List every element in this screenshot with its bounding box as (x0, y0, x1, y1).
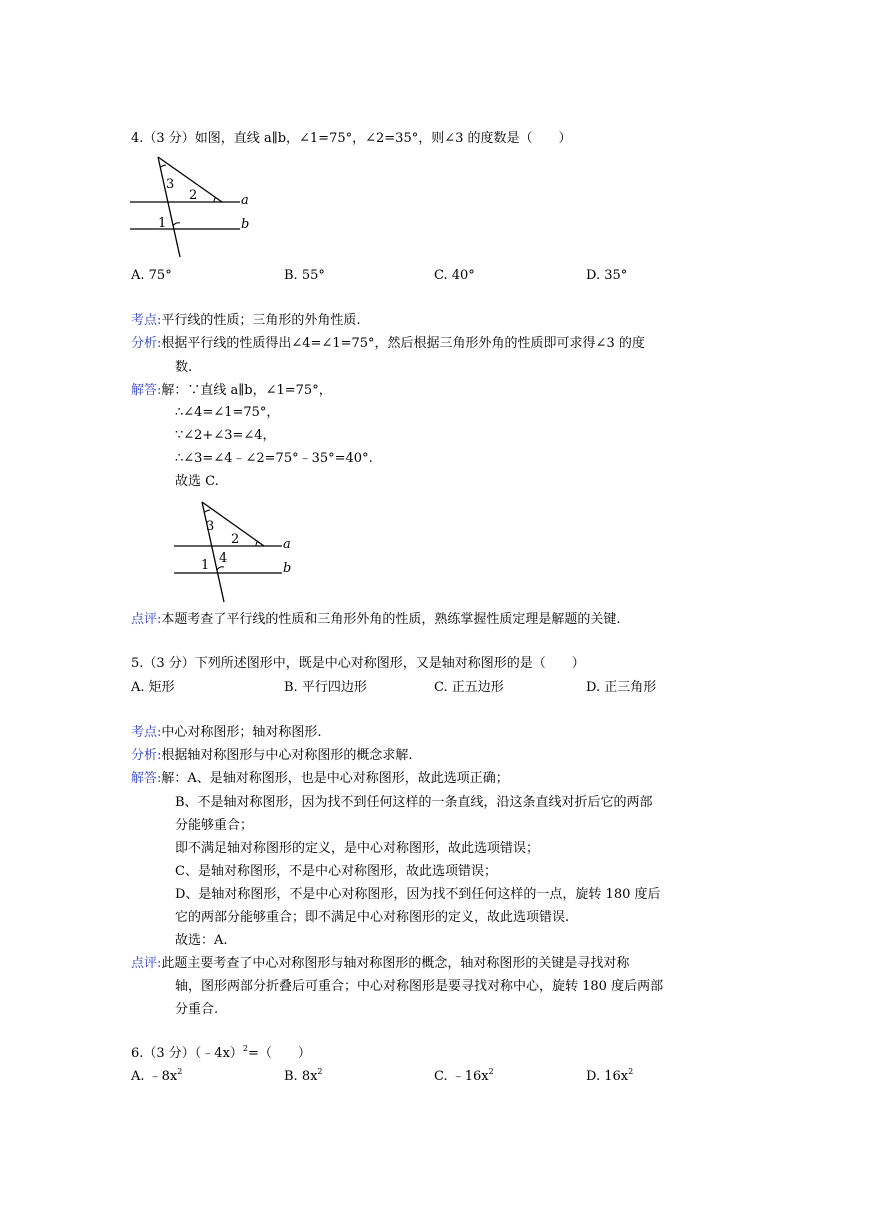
q4-fenxi-line-2: 数. (175, 360, 193, 375)
q4-jieda (131, 382, 332, 400)
q4-jieda-line-4: ∴∠3=∠4﹣∠2=75°﹣35°=40°. (175, 451, 373, 466)
q6-option-c-text: C. ﹣16x (434, 1069, 489, 1084)
q4-option-c[interactable]: C. 40° (434, 268, 475, 283)
q4-option-d[interactable]: D. 35° (586, 268, 628, 283)
q4-dianping (131, 611, 621, 629)
q4-sol-fig-label-2: 2 (231, 532, 240, 547)
q6-option-b-text: B. 8x (284, 1069, 318, 1084)
q6-option-c[interactable] (434, 1068, 494, 1086)
q4-fenxi-line-1: 根据平行线的性质得出∠4=∠1=75°，然后根据三角形外角的性质即可求得∠3 的度 (161, 336, 645, 351)
q6-option-d-exp: 2 (628, 1067, 634, 1076)
q4-sol-fig-label-4: 4 (219, 551, 228, 566)
q4-kaodian-label: 考点: (131, 313, 162, 328)
q4-dianping-text: 本题考查了平行线的性质和三角形外角的性质，熟练掌握性质定理是解题的关键. (161, 612, 621, 627)
q5-dianping-label: 点评: (131, 956, 162, 971)
q6-option-b-exp: 2 (317, 1067, 323, 1076)
q5-stem: 5.（3 分）下列所述图形中，既是中心对称图形，又是轴对称图形的是（ ） (131, 656, 585, 671)
q5-jieda-line-4: 即不满足轴对称图形的定义，是中心对称图形，故此选项错误； (175, 841, 540, 856)
q6-stem-base: 6.（3 分）（﹣4x） (131, 1046, 243, 1061)
q4-dianping-label: 点评: (131, 612, 162, 627)
q5-options (131, 679, 751, 697)
q4-jieda-line-3: ∵∠2+∠3=∠4， (175, 428, 276, 443)
q4-jieda-line-2: ∴∠4=∠1=75°， (175, 405, 280, 420)
q5-jieda-line-8: 故选：A. (175, 933, 228, 948)
q4-fenxi (131, 335, 645, 353)
q5-option-a[interactable]: A. 矩形 (131, 680, 175, 695)
q6-option-d-text: D. 16x (586, 1069, 629, 1084)
q4-solution-figure (172, 500, 296, 604)
q6-stem-tail: =（ ） (248, 1046, 311, 1061)
q5-fenxi (131, 747, 413, 765)
q5-kaodian-label: 考点: (131, 725, 162, 740)
q4-option-b[interactable]: B. 55° (284, 268, 325, 283)
q6-option-a[interactable] (131, 1068, 182, 1086)
q5-dianping-line-2: 轴，图形两部分折叠后可重合；中心对称图形是要寻找对称中心，旋转 180 度后两部 (175, 979, 664, 994)
q5-fenxi-text: 根据轴对称图形与中心对称图形的概念求解. (161, 748, 413, 763)
q5-kaodian (131, 724, 322, 742)
q5-jieda-label: 解答: (131, 771, 162, 786)
q4-jieda-line-1: 解：∵直线 a∥b，∠1=75°， (161, 383, 332, 398)
q5-fenxi-label: 分析: (131, 748, 162, 763)
q6-options (131, 1068, 751, 1086)
q5-dianping (131, 955, 629, 973)
q4-kaodian-text: 平行线的性质；三角形的外角性质. (161, 313, 361, 328)
q4-fig-label-3: 3 (166, 177, 175, 192)
q6-option-a-exp: 2 (177, 1067, 183, 1076)
q4-kaodian (131, 312, 361, 330)
q4-fig-label-1: 1 (158, 216, 167, 231)
q4-fig-label-b: b (241, 217, 250, 232)
q4-fig-label-2: 2 (189, 188, 198, 203)
q5-jieda-line-3: 分能够重合； (175, 818, 254, 833)
q5-jieda-line-6: D、是轴对称图形，不是中心对称图形，因为找不到任何这样的一点，旋转 180 度后 (175, 887, 661, 902)
q5-option-b[interactable]: B. 平行四边形 (284, 680, 367, 695)
q4-figure (128, 155, 252, 259)
q6-option-a-text: A. ﹣8x (131, 1069, 178, 1084)
q4-fig-label-a: a (241, 193, 249, 208)
q6-stem (131, 1045, 311, 1063)
q4-sol-fig-label-a: a (283, 537, 291, 552)
q5-jieda-line-2: B、不是轴对称图形，因为找不到任何这样的一条直线，沿这条直线对折后它的两部 (175, 795, 653, 810)
q5-jieda-line-7: 它的两部分能够重合；即不满足中心对称图形的定义，故此选项错误. (175, 910, 570, 925)
q4-jieda-line-5: 故选 C. (175, 474, 219, 489)
q4-option-a[interactable]: A. 75° (131, 268, 172, 283)
q4-jieda-label: 解答: (131, 383, 162, 398)
q5-option-d[interactable]: D. 正三角形 (586, 680, 657, 695)
q5-jieda-line-5: C、是轴对称图形，不是中心对称图形，故此选项错误； (175, 864, 497, 879)
q4-options (131, 267, 751, 285)
q6-stem-exponent: 2 (242, 1044, 249, 1053)
q5-kaodian-text: 中心对称图形；轴对称图形. (161, 725, 322, 740)
q5-dianping-line-1: 此题主要考查了中心对称图形与轴对称图形的概念，轴对称图形的关键是寻找对称 (161, 956, 630, 971)
q4-sol-fig-label-1: 1 (201, 558, 210, 573)
q4-sol-fig-label-3: 3 (206, 519, 215, 534)
q6-option-b[interactable] (284, 1068, 323, 1086)
q6-option-c-exp: 2 (488, 1067, 494, 1076)
q5-option-c[interactable]: C. 正五边形 (434, 680, 504, 695)
q5-jieda (131, 770, 509, 788)
q4-fenxi-label: 分析: (131, 336, 162, 351)
q4-sol-fig-label-b: b (283, 561, 292, 576)
q6-option-d[interactable] (586, 1068, 633, 1086)
q5-dianping-line-3: 分重合. (175, 1002, 219, 1017)
q5-jieda-line-1: 解：A、是轴对称图形，也是中心对称图形，故此选项正确； (161, 771, 509, 786)
q4-stem: 4.（3 分）如图，直线 a∥b，∠1=75°，∠2=35°，则∠3 的度数是（ ） (131, 131, 572, 146)
